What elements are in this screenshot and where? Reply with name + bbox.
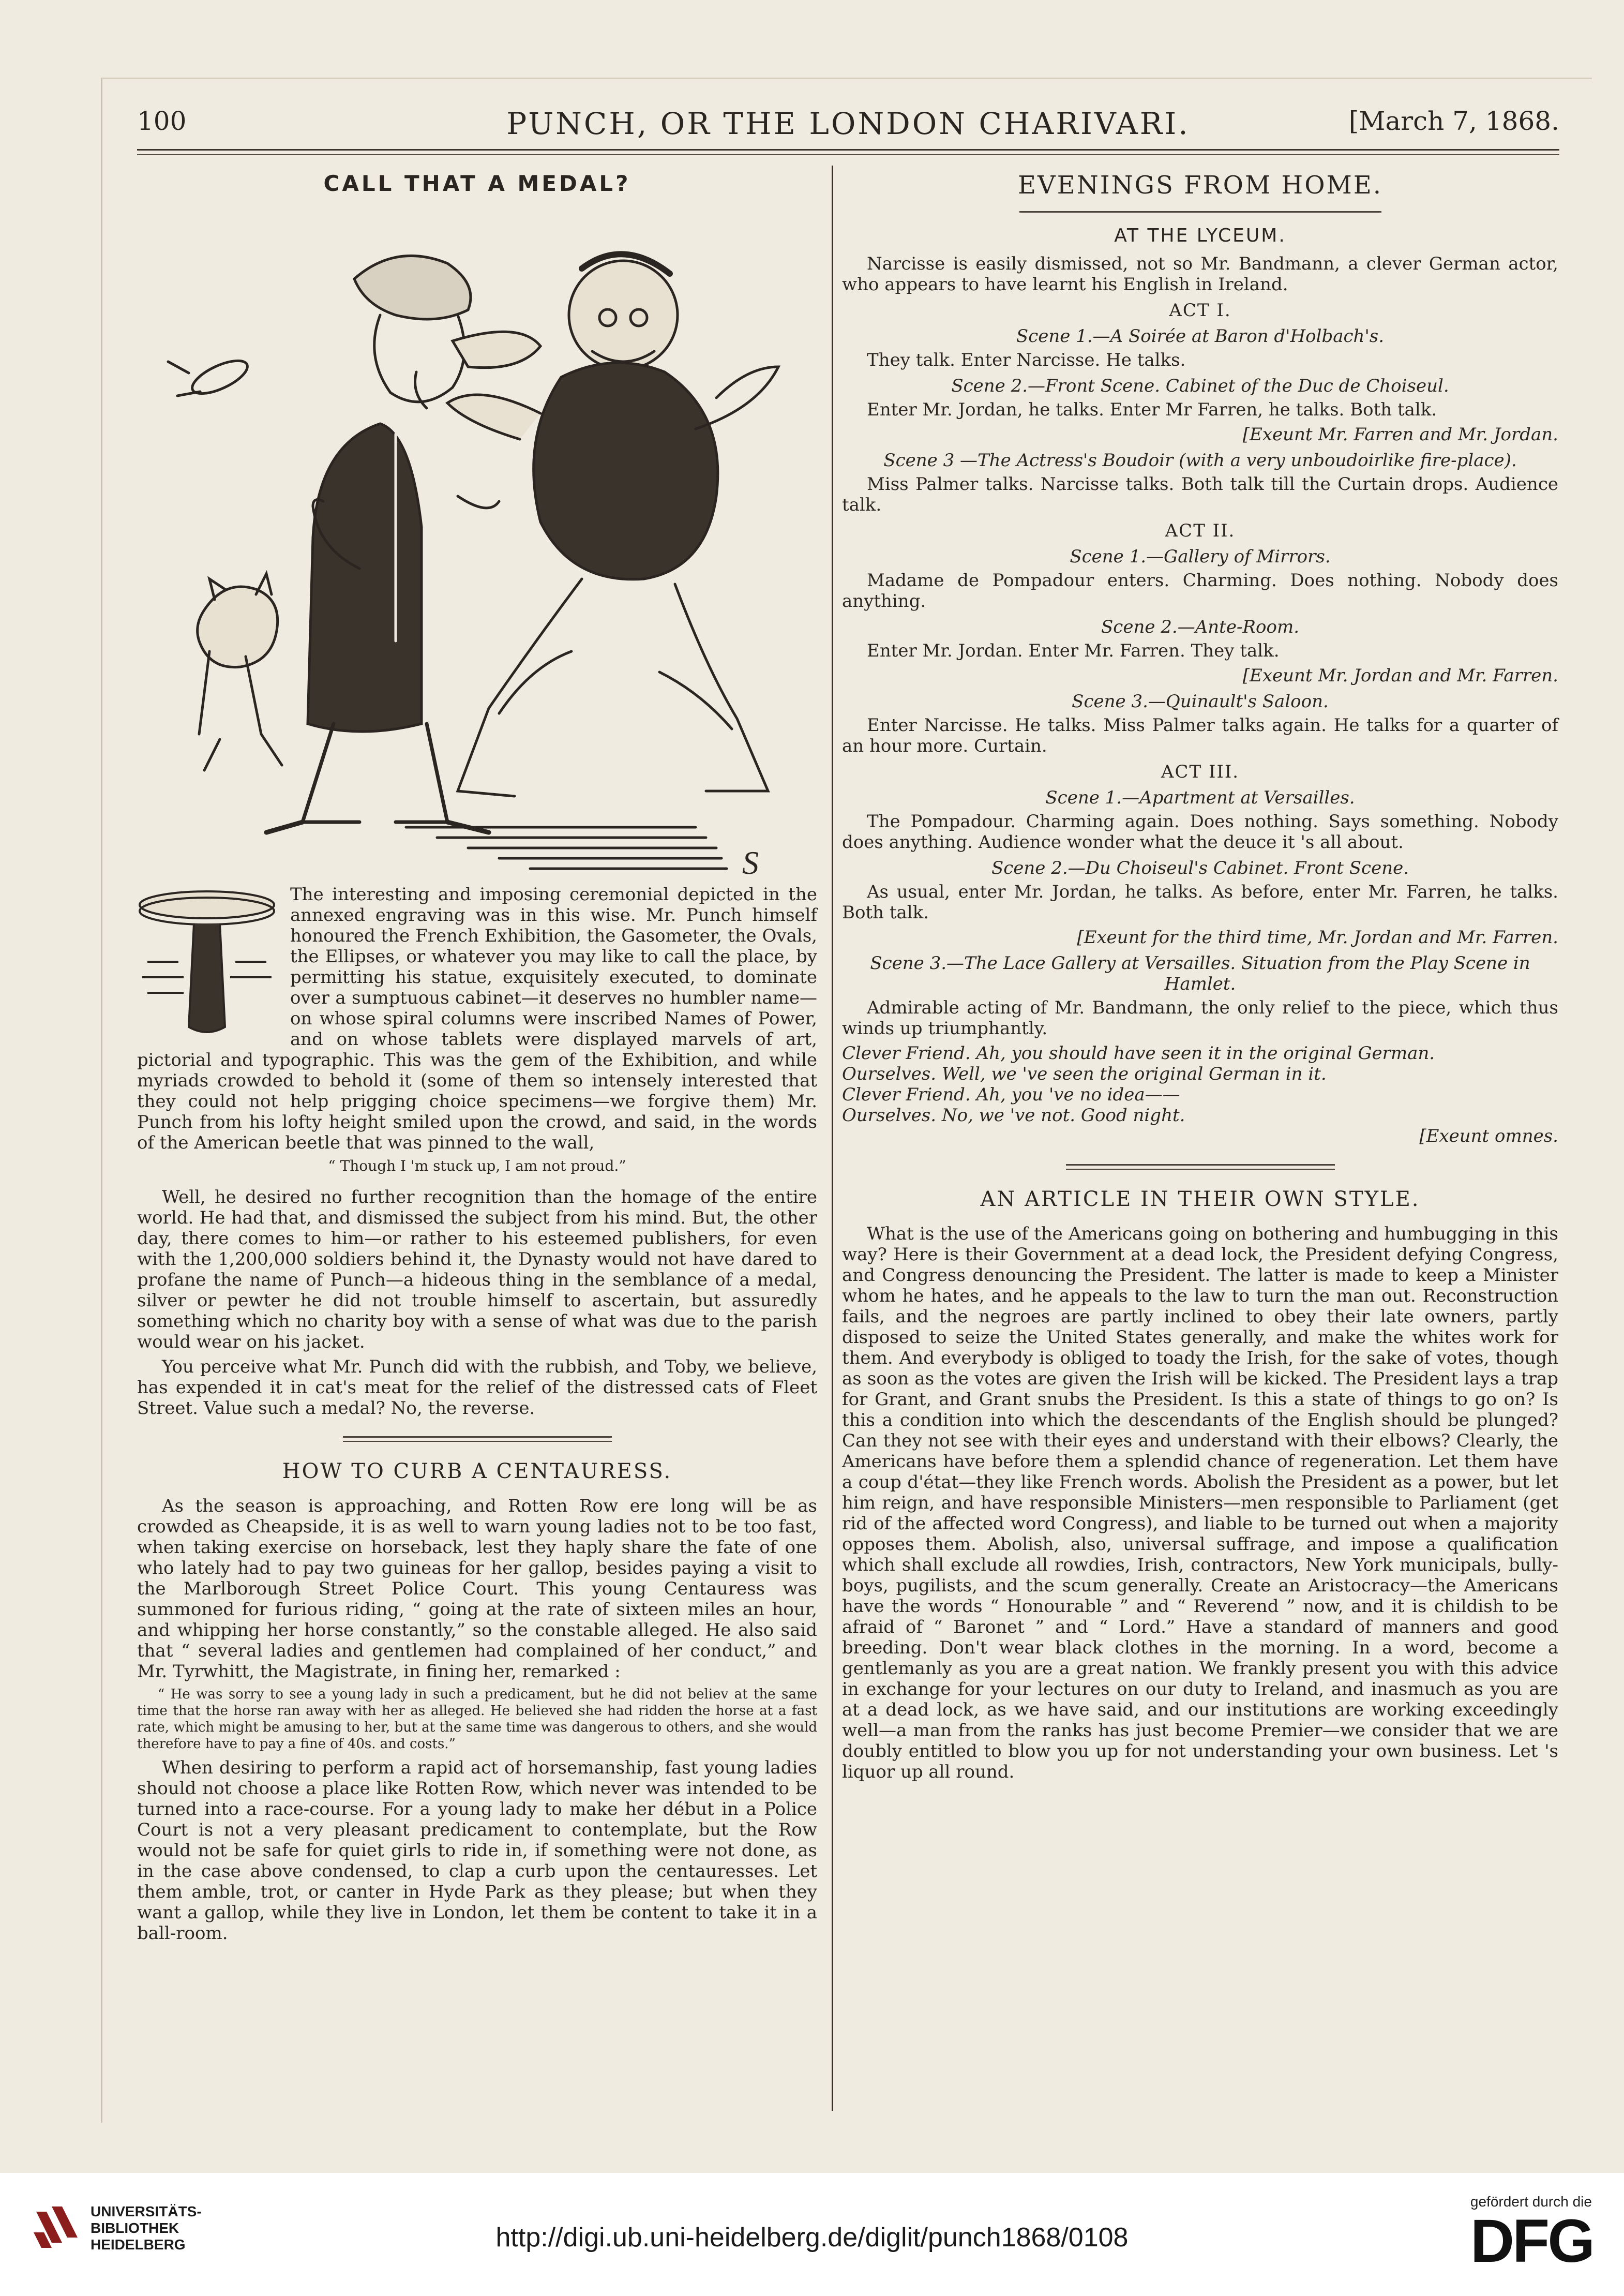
digitization-footer	[0, 2173, 1624, 2296]
medal-paragraph-1: The interesting and imposing ceremonial depicted in the annexed engraving was in this wise. Mr. Punch himself honoured the French Exhibition, the Gasometer, the Ovals, the Ellipses, or whatever you may like to call the place, by permitting his statue, exquisitely executed, to dominate over a sumptuous cabinet—it deserves no humbler name—on whose spiral columns were inscribed Names of Power, and on whose tablets were displayed marvels of art, pictorial and typographic. This was the gem of the Exhibition, and while myriads crowded to behold it (some of them so intensely interested that they could not help prigging choice specimens—we forgive them) Mr. Punch from his lofty height smiled upon the crowd, and said, in the words of the American beetle that was pinned to the wall,	[137, 884, 817, 1153]
act3-scene3-text: Admirable acting of Mr. Bandmann, the only relief to the piece, which thus winds up triumphantly.	[842, 997, 1558, 1039]
act1-scene3: Scene 3 —The Actress's Boudoir (with a very unboudoirlike fire-place).	[883, 450, 1517, 471]
dfg-logo[interactable]	[1470, 2194, 1593, 2275]
act-3: ACT III.	[1161, 762, 1240, 782]
cartoon-punch-and-medal	[137, 206, 817, 884]
act2-scene3-text: Enter Narcisse. He talks. Miss Palmer talks again. He talks for a quarter of an hour more. Curtain.	[842, 715, 1558, 756]
evenings-intro: Narcisse is easily dismissed, not so Mr. Bandmann, a clever German actor, who appears to have learnt his English in Ireland.	[842, 254, 1558, 295]
act2-scene2-text: Enter Mr. Jordan. Enter Mr. Farren. They talk.	[867, 640, 1280, 661]
act1-scene1-text: They talk. Enter Narcisse. He talks.	[867, 350, 1186, 370]
dialogue-line-2: Ourselves. Well, we 've seen the original German in it.	[842, 1064, 1327, 1084]
article-paragraph: What is the use of the Americans going on bothering and humbugging in this way? Here is their Government at a dead lock, the President defying Congress, and Congress denouncing the President. The latter is made to keep a Minister whom he hates, and he appeals to the law to turn the man out. Reconstruction fails, and the negroes are partly inclined to obey their late owners, partly disposed to seize the United States generally, and make the whites work for them. And everybody is obliged to toady the Irish, for the sake of votes, though as soon as the votes are given the Irish will be kicked. The President lays a trap for Grant, and Grant snubs the President. Is this a state of things to go on? Is this a condition into which the descendants of the English should be plunged? Can they not see with their eyes and understand with their elbows? Clearly, the Americans have before them a splendid chance of regeneration. Let them have a coup d'état—they like French words. Abolish the President as a power, but let him reign, and have responsible Ministers—men responsible to Parliament (get rid of the affected word Congress), and liable to be turned out when a majority opposes them. Abolish, also, universal suffrage, and impose a qualification which shall exclude all rowdies, Irish, contractors, New York municipals, bully-boys, pugilists, and the scum generally. Create an Aristocracy—the Americans have the words “ Honourable ” and “ Reverend ” now, and it is childish to be afraid of “ Baronet ” and “ Lord.” Have a standard of manners and good breeding. Don't wear black clothes in the morning. In a word, become a gentlemanly as you are a great nation. We frankly present you with this advice in exchange for your lectures on our duty to Ireland, and inasmuch as you are at a dead lock, as we have said, and our institutions are working exceedingly well—a man from the ranks has just become Premier—we consider that we are doubly entitled to blow you up for not understanding your own business. Let 's liquor up all round.	[842, 1224, 1558, 1782]
dialogue-line-3: Clever Friend. Ah, you 've no idea——	[842, 1084, 1180, 1105]
medal-paragraph-3: You perceive what Mr. Punch did with the rubbish, and Toby, we believe, has expended it in cat's meat for the relief of the distressed cats of Fleet Street. Value such a medal? No, the reverse.	[137, 1356, 817, 1419]
centauress-paragraph-2: When desiring to perform a rapid act of horsemanship, fast young ladies should not choose a place like Rotten Row, which never was intended to be turned into a race-course. For a young lady to make her début in a Police Court is not a very pleasant predicament to contemplate, but the Row would not be safe for quiet girls to ride in, if something were not done, as in the case above condensed, to clap a curb upon the centauresses. Let them amble, trot, or canter in Hyde Park as they please; but when they want a gallop, while they live in London, let them be content to take it in a ball-room.	[137, 1757, 817, 1944]
header-rule	[137, 149, 1559, 151]
column-divider	[832, 166, 833, 2111]
university-name-line-2: BIBLIOTHEK	[91, 2220, 179, 2236]
act2-scene1-text: Madame de Pompadour enters. Charming. Does nothing. Nobody does anything.	[842, 570, 1558, 612]
act-1: ACT I.	[1169, 300, 1231, 321]
act3-scene1-text: The Pompadour. Charming again. Does nothing. Says something. Nobody does anything. Audience wonder what the deuce it 's all about.	[842, 811, 1558, 853]
act-2: ACT II.	[1165, 520, 1236, 541]
act2-scene1: Scene 1.—Gallery of Mirrors.	[1070, 546, 1331, 567]
artist-signature: S	[742, 844, 759, 881]
act1-scene3-text: Miss Palmer talks. Narcisse talks. Both talk till the Curtain drops. Audience talk.	[842, 474, 1558, 515]
issue-date: [March 7, 1868.	[1348, 106, 1559, 136]
act3-scene3: Scene 3.—The Lace Gallery at Versailles. Situation from the Play Scene in Hamlet.	[870, 953, 1530, 994]
act2-scene2-exit: [Exeunt Mr. Jordan and Mr. Farren.	[1242, 665, 1558, 686]
act1-scene1: Scene 1.—A Soirée at Baron d'Holbach's.	[1016, 326, 1385, 347]
act3-scene2: Scene 2.—Du Choiseul's Cabinet. Front Scene.	[991, 858, 1409, 878]
medal-paragraph-2: Well, he desired no further recognition than the homage of the entire world. He had that, and dismissed the subject from his mind. But, the other day, there comes to him—or rather to his esteemed publishers, for even with the 1,200,000 soldiers behind it, the Dynasty would not have dared to profane the name of Punch—a hideous thing in the semblance of a medal, silver or pewter he did not trouble himself to ascertain, but assuredly something which no charity boy with a sense of what was due to the parish would wear on his jacket.	[137, 1187, 817, 1352]
act1-scene2-text: Enter Mr. Jordan, he talks. Enter Mr Farren, he talks. Both talk.	[867, 399, 1437, 420]
act3-scene1: Scene 1.—Apartment at Versailles.	[1045, 787, 1355, 808]
funded-by-label: gefördert durch die	[1470, 2194, 1592, 2210]
dialogue-line-1: Clever Friend. Ah, you should have seen it in the original German.	[842, 1043, 1435, 1064]
page-header	[137, 106, 1559, 147]
beetle-quote: “ Though I 'm stuck up, I am not proud.”	[328, 1157, 626, 1174]
final-exit: [Exeunt omnes.	[1419, 1126, 1558, 1146]
act2-scene2: Scene 2.—Ante-Room.	[1101, 617, 1300, 637]
centauress-paragraph-1: As the season is approaching, and Rotten Row ere long will be as crowded as Cheapside, it is as well to warn young ladies not to be too fast, when taking exercise on horseback, lest they haply share the fate of one who lately had to pay two guineas for her gallop, besides paying a visit to the Marlborough Street Police Court. This young Centauress was summoned for furious riding, “ going at the rate of sixteen miles an hour, and whipping her horse constantly,” so the constable alleged. He also said that “ several ladies and gentlemen had complained of her conduct,” and Mr. Tyrwhitt, the Magistrate, in fining her, remarked :	[137, 1496, 817, 1682]
act1-scene2-exit: [Exeunt Mr. Farren and Mr. Jordan.	[1242, 424, 1558, 445]
section-divider	[1066, 1164, 1335, 1170]
heading-rule	[1019, 211, 1381, 213]
act3-scene2-exit: [Exeunt for the third time, Mr. Jordan and Mr. Farren.	[1077, 927, 1558, 948]
act2-scene3: Scene 3.—Quinault's Saloon.	[1072, 691, 1329, 712]
pedestal-initial-illustration	[132, 884, 282, 1045]
act3-scene2-text: As usual, enter Mr. Jordan, he talks. As before, enter Mr. Farren, he talks. Both talk.	[842, 882, 1558, 923]
dialogue-line-4: Ourselves. No, we 've not. Good night.	[842, 1105, 1185, 1126]
medal-heading: CALL THAT A MEDAL?	[323, 171, 631, 196]
centauress-heading: HOW TO CURB A CENTAURESS.	[282, 1459, 672, 1483]
right-column	[842, 171, 1558, 1786]
cartoon-illustration	[137, 206, 817, 884]
article-heading: AN ARTICLE IN THEIR OWN STYLE.	[980, 1187, 1420, 1211]
page-number: 100	[137, 106, 187, 136]
university-name-line-3: HEIDELBERG	[91, 2237, 186, 2253]
publication-title: PUNCH, OR THE LONDON CHARIVARI.	[506, 106, 1190, 141]
magistrate-remark: “ He was sorry to see a young lady in such a predicament, but he did not believ at the same time that the horse ran away with her as alleged. He believed she had ridden the horse at a fast rate, which might be amusing to her, but at the same time was dangerous to others, and she would therefore have to pay a fine of 40s. and costs.”	[137, 1687, 817, 1752]
lyceum-subheading: AT THE LYCEUM.	[1114, 225, 1286, 246]
header-rule-thin	[137, 154, 1559, 155]
evenings-heading: EVENINGS FROM HOME.	[1017, 171, 1383, 200]
act1-scene2: Scene 2.—Front Scene. Cabinet of the Duc de Choiseul.	[951, 376, 1449, 396]
dfg-wordmark: DFG	[1470, 2207, 1593, 2275]
permalink[interactable]: http://digi.ub.uni-heidelberg.de/diglit/punch1868/0108	[495, 2223, 1129, 2253]
university-name-line-1: UNIVERSITÄTS-	[91, 2203, 202, 2219]
left-column	[137, 171, 817, 1948]
section-divider	[343, 1436, 612, 1442]
